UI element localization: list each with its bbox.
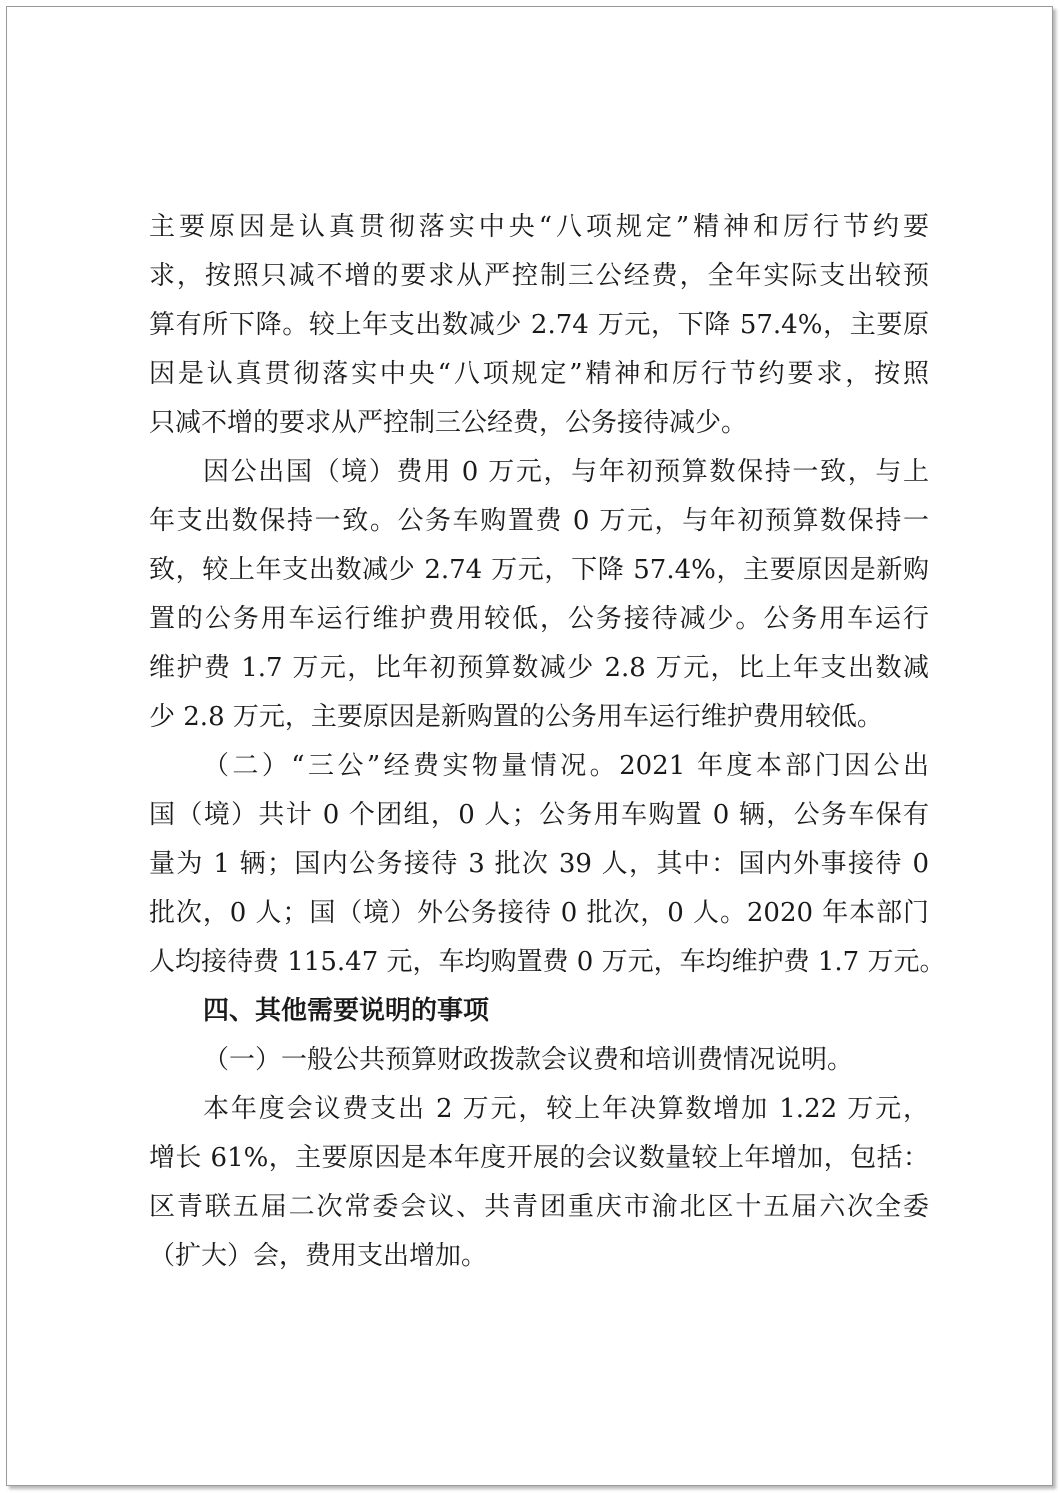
text-line: 致，较上年支出数减少 2.74 万元，下降 57.4%，主要原因是新购 bbox=[149, 555, 929, 585]
text-line: 国（境）共计 0 个团组，0 人；公务用车购置 0 辆，公务车保有 bbox=[149, 800, 929, 830]
text-line: 批次，0 人；国（境）外公务接待 0 批次，0 人。2020 年本部门 bbox=[149, 898, 929, 928]
text-line: 区青联五届二次常委会议、共青团重庆市渝北区十五届六次全委 bbox=[149, 1192, 929, 1222]
text-line: 少 2.8 万元，主要原因是新购置的公务用车运行维护费用较低。 bbox=[149, 702, 883, 732]
document-page bbox=[6, 6, 1053, 1486]
section-heading: 四、其他需要说明的事项 bbox=[203, 996, 490, 1026]
text-line: 置的公务用车运行维护费用较低，公务接待减少。公务用车运行 bbox=[149, 604, 929, 634]
text-line: 因公出国（境）费用 0 万元，与年初预算数保持一致，与上 bbox=[203, 457, 929, 487]
text-line: 因是认真贯彻落实中央“八项规定”精神和厉行节约要求，按照 bbox=[149, 359, 929, 389]
text-line: 维护费 1.7 万元，比年初预算数减少 2.8 万元，比上年支出数减 bbox=[149, 653, 929, 683]
text-line: 求，按照只减不增的要求从严控制三公经费，全年实际支出较预 bbox=[149, 261, 929, 291]
text-line: 量为 1 辆；国内公务接待 3 批次 39 人，其中：国内外事接待 0 bbox=[149, 849, 929, 879]
text-line: 只减不增的要求从严控制三公经费，公务接待减少。 bbox=[149, 408, 748, 438]
subsection-heading: （一）一般公共预算财政拨款会议费和培训费情况说明。 bbox=[203, 1045, 854, 1075]
text-line: 人均接待费 115.47 元，车均购置费 0 万元，车均维护费 1.7 万元。 bbox=[149, 947, 946, 977]
document-body bbox=[149, 203, 946, 1281]
text-line: 年支出数保持一致。公务车购置费 0 万元，与年初预算数保持一 bbox=[149, 506, 929, 536]
text-line: 算有所下降。较上年支出数减少 2.74 万元，下降 57.4%，主要原 bbox=[149, 310, 929, 340]
text-line: （扩大）会，费用支出增加。 bbox=[149, 1241, 488, 1271]
text-line: 本年度会议费支出 2 万元，较上年决算数增加 1.22 万元， bbox=[203, 1094, 929, 1124]
text-line: 主要原因是认真贯彻落实中央“八项规定”精神和厉行节约要 bbox=[149, 212, 929, 242]
text-line: 增长 61%，主要原因是本年度开展的会议数量较上年增加，包括： bbox=[149, 1143, 929, 1173]
text-line: （二）“三公”经费实物量情况。2021 年度本部门因公出 bbox=[203, 751, 929, 781]
